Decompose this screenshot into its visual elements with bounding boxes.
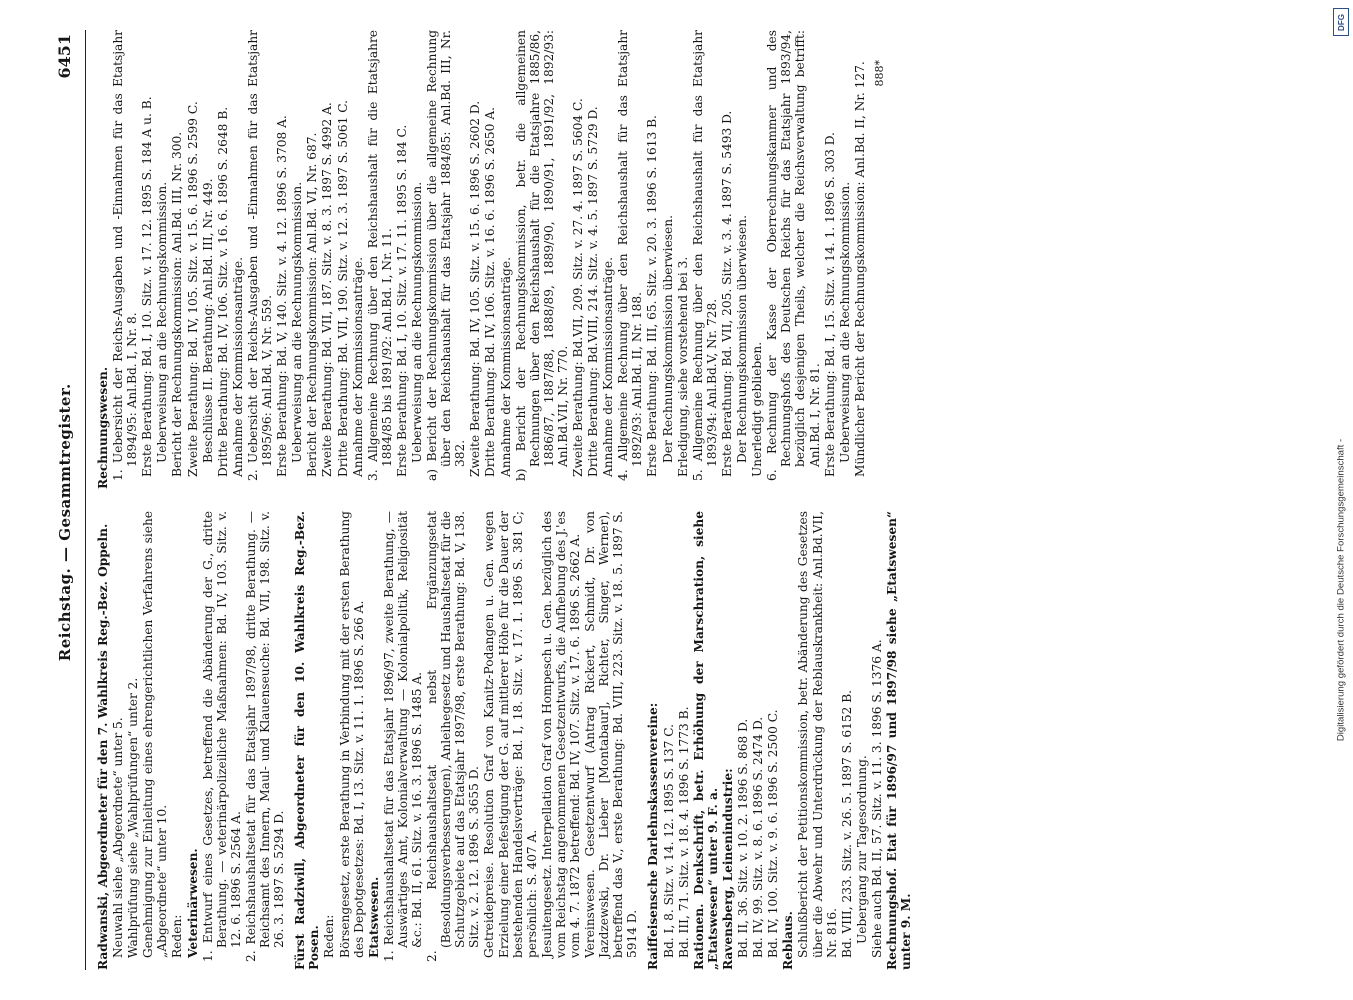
register-entry: Zweite Berathung: Bd.VII, 209. Sitz. v. 27. 4. 1897 S. 5604 C.: [571, 98, 585, 477]
register-entry: Jesuitengesetz. Interpellation Graf von Hompesch u. Gen. bezüglich des vom Reichstag angenommenen Gesetzentwurfs, die Aufhebung des J.'es vom 4. 7. 1872 betreffend: Bd. IV, 107. Sitz. v. 17. 6. 1896 S. 2662 A.: [539, 511, 582, 958]
register-headword-entry: Veterinärwesen.: [185, 848, 200, 958]
register-headword-entry: Etatswesen.: [366, 876, 381, 958]
register-entry: Vereinswesen. Gesetzentwurf (Antrag Rickert, Schmidt, Dr. von Jazdzewski, Dr. Lieber [Montabaur], Richter, Singer, Werner), betreffend das V., erste Berathung: Bd. VIII, 223. Sitz. v. 18. 5. 1897 S. 5914 D.: [583, 511, 640, 958]
register-entry: Mündlicher Bericht der Rechnungskommission: Anl.Bd. II, Nr. 127.: [852, 61, 867, 477]
register-entry: Ueberweisung an die Rechnungskommission.: [837, 181, 852, 463]
register-entry: Genehmigung zur Einleitung eines ehrengerichtlichen Verfahrens siehe „Abgeordnete“ unter 10.: [141, 511, 170, 958]
rotated-register-page: [41, 10, 1311, 990]
register-entry: Zweite Berathung: Bd. IV, 105. Sitz. v. 15. 6. 1896 S. 2602 D.: [468, 100, 483, 477]
register-entry: Der Rechnungskommission überwiesen.: [660, 215, 675, 463]
register-entry: Ueberweisung an die Rechnungskommission.: [290, 181, 305, 463]
register-entry: Bericht der Rechnungskommission: Anl.Bd. VI, Nr. 687.: [305, 132, 320, 477]
right-column: [96, 30, 1291, 489]
register-entry: a) Bericht der Rechnungskommission über die allgemeine Rechnung über den Reichshaushalt für das Etatsjahr 1884/85: Anl.Bd. III, Nr. 382.: [425, 30, 468, 481]
register-entry: b) Bericht der Rechnungskommission, betr. die allgemeinen Rechnungen über den Reichshaushalt für die Etatsjahre 1885/86, 1886/87, 1887/88, 1888/89, 1889/90, 1890/91, 1891/92, 1892/93: Anl.Bd.VII, Nr. 770.: [513, 30, 570, 481]
register-entry: [640, 511, 645, 970]
register-entry: Dritte Berathung: Bd. IV, 106. Sitz. v. 16. 6. 1896 S. 2650 A.: [483, 107, 498, 477]
register-entry: Erledigung, siehe vorstehend bei 3.: [675, 256, 690, 477]
register-entry: Bd. IV, 100. Sitz. v. 9. 6. 1896 S. 2500 C.: [766, 709, 781, 958]
register-entry: Wahlprüfung siehe „Wahlprüfungen“ unter 2.: [126, 677, 141, 958]
register-entry: Schlußbericht der Petitionskommission, betr. Abänderung des Gesetzes über die Abwehr und Unterdrückung der Reblauskrankheit: Anl.Bd.VII, Nr. 816.: [796, 511, 839, 958]
register-entry: Dritte Berathung: Bd.VIII, 214. Sitz. v. 4. 5. 1897 S. 5729 D.: [586, 106, 601, 477]
page-header: [55, 30, 86, 970]
register-headword-entry: Rationen. Denkschrift, betr. Erhöhung der Marschration, siehe „Etatswesen“ unter 9. F. a.: [691, 511, 720, 970]
register-entry: Annahme der Kommissionsanträge.: [230, 257, 245, 477]
signature-mark: 888*: [872, 60, 886, 87]
register-entry: 5. Allgemeine Rechnung über den Reichshaushalt für das Etatsjahr 1893/94: Anl.Bd.V, Nr. 728.: [690, 30, 719, 481]
register-entry: [287, 511, 292, 970]
register-entry: Beschlüsse II. Berathung: Anl.Bd. III, Nr. 449.: [200, 178, 215, 463]
left-column: [96, 511, 1291, 970]
register-entry: Bd. I, 8. Sitz. v. 14. 12. 1895 S. 137 C.: [661, 723, 676, 958]
register-headword-entry: Ravensberg, Leinenindustrie:: [720, 768, 735, 970]
register-entry: Dritte Berathung: Bd. VII, 190. Sitz. v. 12. 3. 1897 S. 5061 C.: [335, 99, 350, 477]
register-entry: Erste Berathung: Bd. I, 15. Sitz. v. 14. 1. 1896 S. 303 D.: [822, 132, 837, 477]
register-entry: 1. Reichshaushaltsetat für das Etatsjahr 1896/97, zweite Berathung, — Auswärtiges Amt, Kolonialverwaltung — Kolonialpolitik, Religiosität &c.: Bd. II, 61. Sitz. v. 16. 3. 1896 S. 1485 A.: [381, 511, 424, 962]
register-entry: Bd. VIII, 233. Sitz. v. 26. 5. 1897 S. 6152 B.: [839, 689, 854, 958]
register-entry: Bd. III, 71. Sitz. v. 18. 4. 1896 S. 1773 B.: [676, 706, 691, 958]
dfg-logo-text: DFG: [1336, 13, 1346, 31]
register-headword-entry: Reblaus.: [781, 911, 796, 970]
dfg-logo: [1333, 8, 1349, 36]
register-entry: Bd. IV, 99. Sitz. v. 8. 6. 1896 S. 2474 D.: [751, 716, 766, 958]
register-entry: Bd. II, 36. Sitz. v. 10. 2. 1896 S. 868 D.: [736, 718, 751, 958]
running-title: Reichstag. — Gesammtregister.: [56, 383, 74, 662]
register-entry: Reden:: [322, 914, 337, 958]
register-entry: Zweite Berathung: Bd. IV, 105. Sitz. v. 15. 6. 1896 S. 2599 C.: [185, 101, 200, 477]
register-entry: 2. Uebersicht der Reichs-Ausgaben und -Einnahmen für das Etatsjahr 1895/96: Anl.Bd. V, Nr. 559.: [245, 30, 275, 481]
digitization-sidebar: [1330, 0, 1352, 1000]
register-entry: Erste Berathung: Bd. I, 10. Sitz. v. 17. 11. 1895 S. 184 C.: [394, 124, 409, 477]
register-entry: Dritte Berathung: Bd. IV, 106. Sitz. v. 16. 6. 1896 S. 2648 B.: [215, 106, 230, 477]
register-headword-entry: Rechnungshof. Etat für 1896/97 und 1897/98 siehe „Etatswesen“ unter 9. M.: [884, 511, 914, 970]
register-entry: 6. Rechnung der Kasse der Oberrechnungskammer und des Rechnungshofs des Deutschen Reichs für das Etatsjahr 1893/94, bezüglich desjenigen Theils, welcher die Reichsverwaltung betrifft: Anl.Bd. I, Nr. 81.: [765, 30, 822, 481]
register-entry: Ueberweisung an die Rechnungskommission.: [155, 181, 170, 463]
register-entry: Getreidepreise. Resolution Graf von Kanitz-Podangen u. Gen. wegen Erzielung einer Befestigung der G. auf mittlerer Höhe für die Dauer der bestehenden Handelsverträge: Bd. I, 18. Sitz. v. 17. 1. 1896 S. 381 C; persönlich: S. 407 A.: [482, 511, 539, 958]
register-headword-entry: Rechnungswesen.: [96, 366, 110, 489]
register-headword-entry: Fürst Radziwill, Abgeordneter für den 10. Wahlkreis Reg.-Bez. Posen.: [293, 511, 322, 970]
register-entry: Erste Berathung: Bd. VII, 205. Sitz. v. 3. 4. 1897 S. 5493 D.: [719, 110, 734, 477]
register-headword-entry: Radwanski, Abgeordneter für den 7. Wahlkreis Reg.-Bez. Oppeln.: [96, 523, 110, 970]
register-entry: Erste Berathung: Bd. I, 10. Sitz. v. 17. 12. 1895 S. 184 A u. B.: [140, 96, 155, 477]
register-entry: Erste Berathung: Bd. III, 65. Sitz. v. 20. 3. 1896 S. 1613 B.: [645, 115, 660, 477]
register-entry: Der Rechnungskommission überwiesen.: [735, 215, 750, 463]
register-entry: 2. Reichshaushaltsetat für das Etatsjahr 1897/98, dritte Berathung. — Reichsamt des Innern, Maul- und Klauenseuche: Bd. VII, 198. Sitz. v. 26. 3. 1897 S. 5294 D.: [243, 511, 287, 962]
register-entry: Annahme der Kommissionsanträge.: [350, 257, 365, 477]
register-entry: Uebergang zur Tagesordnung.: [854, 755, 869, 944]
register-entry: Siehe auch Bd. II, 57. Sitz. v. 11. 3. 1896 S. 1376 A.: [869, 639, 884, 958]
register-entry: Neuwahl siehe „Abgeordnete“ unter 5.: [111, 717, 126, 958]
register-entry: 1. Entwurf eines Gesetzes, betreffend die Abänderung der G., dritte Berathung. — veterinärpolizeiliche Maßnahmen: Bd. IV, 103. Sitz. v. 12. 6. 1896 S. 2564 A.: [200, 511, 243, 962]
register-entry: Unerledigt geblieben.: [750, 341, 765, 477]
register-entry: 1. Uebersicht der Reichs-Ausgaben und -Einnahmen für das Etatsjahr 1894/95: Anl.Bd. I, Nr. 8.: [111, 30, 140, 481]
register-headword-entry: Raiffeisensche Darlehnskassenvereine:: [646, 702, 661, 970]
register-entry: 3. Allgemeine Rechnung über den Reichshaushalt für die Etatsjahre 1884/85 bis 1891/92: Anl.Bd. I, Nr. 11.: [365, 30, 394, 481]
register-entry: 4. Allgemeine Rechnung über den Reichshaushalt für das Etatsjahr 1892/93: Anl.Bd. II, Nr. 188.: [616, 30, 645, 481]
text-columns: [86, 30, 1291, 970]
register-entry: Zweite Berathung: Bd. VII, 187. Sitz. v. 8. 3. 1897 S. 4992 A.: [320, 102, 335, 477]
register-entry: Annahme der Kommissionsanträge.: [601, 257, 616, 477]
register-entry: Annahme der Kommissionsanträge.: [498, 257, 513, 477]
register-entry: Erste Berathung: Bd. V, 140. Sitz. v. 4. 12. 1896 S. 3708 A.: [275, 115, 290, 477]
register-entry: Reden:: [170, 914, 185, 958]
register-entry: Bericht der Rechnungskommission: Anl.Bd. III, Nr. 300.: [170, 131, 185, 477]
register-entry: Ueberweisung an die Rechnungskommission.: [409, 181, 424, 463]
register-entry: 2. Reichshaushaltsetat nebst Ergänzungsetat (Besoldungsverbesserungen), Anleihegesetz und Haushaltsetat für die Schutzgebiete auf das Etatsjahr 1897/98, erste Berathung: Bd. V, 138. Sitz. v. 2. 12. 1896 S. 3655 D.: [425, 511, 482, 962]
digitization-note: Digitalisierung gefördert durch die Deutsche Forschungsgemeinschaft -: [1335, 438, 1347, 742]
register-entry: Börsengesetz, erste Berathung in Verbindung mit der ersten Berathung des Depotgesetzes: Bd. I, 13. Sitz. v. 11. 1. 1896 S. 266 A.: [337, 511, 366, 958]
page-number: 6451: [55, 34, 74, 79]
